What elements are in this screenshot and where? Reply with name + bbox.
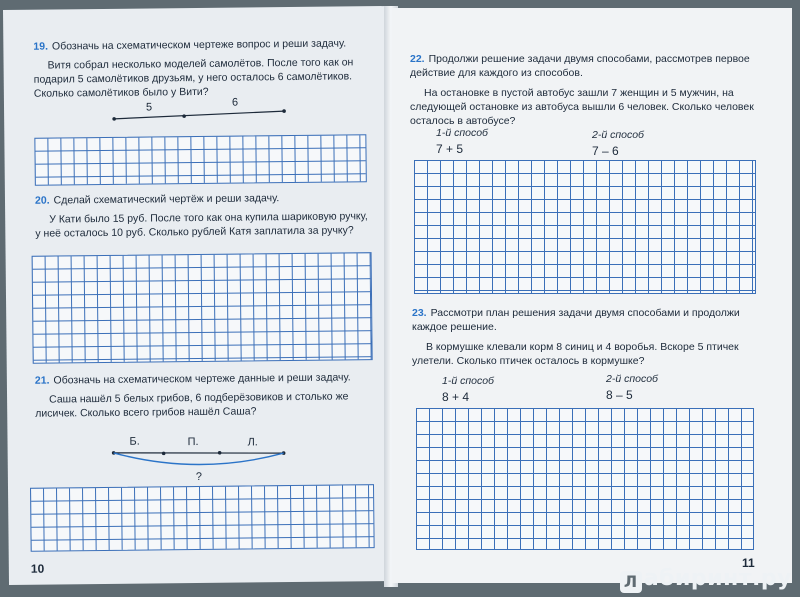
task-22-way-1-expression: 7 + 5 xyxy=(436,142,464,156)
right-page-number: 11 xyxy=(742,556,755,570)
task-23-way-2 xyxy=(606,372,658,402)
task-23-way-2-label: 2-й способ xyxy=(606,373,658,385)
task-22-instruction: Продолжи решение задачи двумя способами, рассмотрев первое действие для каждого из способов. xyxy=(410,53,750,79)
labirint-watermark xyxy=(620,566,792,593)
task-20 xyxy=(35,190,370,241)
label-b: Б. xyxy=(129,435,140,448)
task-23-answer-grid[interactable] xyxy=(416,408,754,550)
left-page-number: 10 xyxy=(30,561,45,576)
task-22-way-2 xyxy=(592,128,644,158)
segment-label-5: 5 xyxy=(145,101,153,114)
task-23-text: В кормушке клевали корм 8 синиц и 4 воробья. Вскоре 5 птичек улетели. Сколько птичек осталось в кормушке? xyxy=(412,341,739,367)
task-22 xyxy=(410,52,770,128)
segment-label-6: 6 xyxy=(231,96,239,109)
task-22-text: На остановке в пустой автобус зашли 7 женщин и 5 мужчин, на следующей остановке из автобуса вышли 6 человек. Сколько человек осталось в автобусе? xyxy=(410,87,754,127)
task-23-way-1-expression: 8 + 4 xyxy=(442,390,470,404)
task-23-way-1-label: 1-й способ xyxy=(442,375,494,387)
task-21-answer-grid[interactable] xyxy=(30,484,375,552)
task-22-way-1-label: 1-й способ xyxy=(436,127,488,139)
task-19 xyxy=(33,36,369,101)
task-19-number: 19. xyxy=(33,40,49,53)
task-21-text: Саша нашёл 5 белых грибов, 6 подберёзовиков и столько же лисичек. Сколько всего грибов нашёл Саша? xyxy=(35,390,349,420)
left-page xyxy=(3,6,393,585)
task-20-instruction: Сделай схематический чертёж и реши задачу. xyxy=(53,192,280,207)
task-23-instruction: Рассмотри план решения задачи двумя способами и продолжи каждое решение. xyxy=(412,307,740,333)
watermark-text: абиринт.ру xyxy=(643,566,792,591)
task-19-text: Витя собрал несколько моделей самолётов. После того как он подарил 5 самолётиков друзьям, у него осталось 6 самолётиков. Сколько самолётиков было у Вити? xyxy=(33,56,354,100)
task-19-diagram xyxy=(104,95,304,127)
task-21 xyxy=(35,370,373,421)
task-20-answer-grid[interactable] xyxy=(32,252,373,364)
task-22-answer-grid[interactable] xyxy=(414,160,756,294)
task-22-way-2-expression: 7 – 6 xyxy=(592,144,619,158)
task-23 xyxy=(412,306,772,368)
task-23-way-2-expression: 8 – 5 xyxy=(606,388,633,402)
task-19-instruction: Обозначь на схематическом чертеже вопрос и реши задачу. xyxy=(51,37,347,53)
task-20-number: 20. xyxy=(34,194,50,207)
task-22-way-1 xyxy=(436,126,488,156)
task-21-number: 21. xyxy=(34,374,50,387)
task-22-way-2-label: 2-й способ xyxy=(592,129,644,141)
task-23-number: 23. xyxy=(412,307,427,319)
question-mark: ? xyxy=(195,470,203,484)
task-21-diagram xyxy=(101,431,302,485)
task-23-way-1 xyxy=(442,374,494,404)
labirint-logo-icon: Л xyxy=(620,571,642,593)
task-20-text: У Кати было 15 руб. После того как она купила шариковую ручку, у неё осталось 10 руб. Сколько рублей Катя заплатила за ручку? xyxy=(35,210,368,240)
right-page xyxy=(392,8,792,583)
task-21-instruction: Обозначь на схематическом чертеже данные и реши задачу. xyxy=(53,371,351,387)
task-22-number: 22. xyxy=(410,53,425,65)
task-19-answer-grid[interactable] xyxy=(34,134,366,185)
label-p: П. xyxy=(187,436,199,449)
label-l: Л. xyxy=(247,436,258,449)
